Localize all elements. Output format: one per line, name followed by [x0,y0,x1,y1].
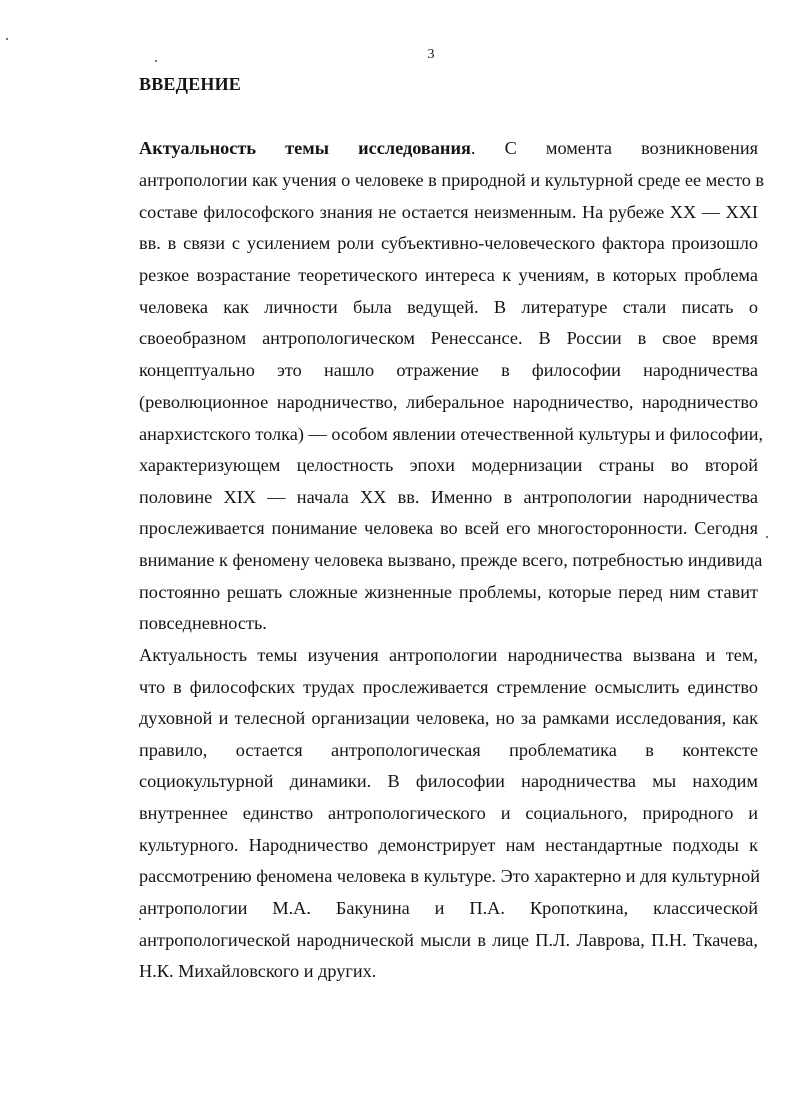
paragraph-1-line-6: человека как личности была ведущей. В литературе стали писать о [139,297,758,317]
page-number: 3 [427,47,435,62]
paragraph-2-line-3: духовной и телесной организации человека, но за рамками исследования, как [139,708,758,728]
paragraph-1-line-15: постоянно решать сложные жизненные проблемы, которые перед ним ставит [139,582,758,602]
paragraph-1-line-2: антропологии как учения о человеке в природной и культурной среде ее место в [139,170,765,190]
paragraph-1-line-12: половине XIX — начала XX вв. Именно в антропологии народничества [139,487,758,507]
paragraph-2-line-6: внутреннее единство антропологического и социального, природного и [139,803,758,823]
paragraph-2-line-11: Н.К. Михайловского и других. [139,961,377,981]
paragraph-1-line-9: (революционное народничество, либеральное народничество, народничество [139,392,758,412]
paragraph-1-line-3: составе философского знания не остается неизменным. На рубеже XX — XXI [139,202,758,222]
paragraph-2-line-2: что в философских трудах прослеживается стремление осмыслить единство [139,677,758,697]
paragraph-1-line-7: своеобразном антропологическом Ренессансе. В России в свое время [139,328,758,348]
paragraph-1-line-4: вв. в связи с усилением роли субъективно-человеческого фактора произошло [139,233,758,253]
paragraph-1-line-1 [139,137,758,159]
paragraph-2-line-10: антропологической народнической мысли в лице П.Л. Лаврова, П.Н. Ткачева, [139,930,758,950]
section-heading: ВВЕДЕНИЕ [139,74,242,94]
paragraph-1-line-10: анархистского толка) — особом явлении отечественной культуры и философии, [139,424,764,444]
paragraph-2-line-1: Актуальность темы изучения антропологии народничества вызвана и тем, [139,645,758,665]
paragraph-1-line-16: повседневность. [139,613,267,633]
paragraph-2-line-8: рассмотрению феномена человека в культуре. Это характерно и для культурной [139,866,760,886]
paragraph-2-line-5: социокультурной динамики. В философии народничества мы находим [139,771,758,791]
paragraph-2-line-7: культурного. Народничество демонстрирует нам нестандартные подходы к [139,835,758,855]
scan-speck [766,536,768,538]
scan-speck [139,918,141,920]
paragraph-2-line-9: антропологии М.А. Бакунина и П.А. Кропоткина, классической [139,898,758,918]
relevance-lead: Актуальность темы исследования [139,138,471,158]
scan-speck [6,38,8,40]
paragraph-1-line-13: прослеживается понимание человека во всей его многосторонности. Сегодня [139,518,758,538]
paragraph-1-line-11: характеризующем целостность эпохи модернизации страны во второй [139,455,758,475]
paragraph-1-line-1-text: . С момента возникновения [470,138,759,158]
paragraph-1-line-14: внимание к феномену человека вызвано, прежде всего, потребностью индивида [139,550,763,570]
paragraph-1-line-8: концептуально это нашло отражение в философии народничества [139,360,758,380]
scan-speck [155,60,157,62]
paragraph-2-line-4: правило, остается антропологическая проблематика в контексте [139,740,758,760]
paragraph-1-line-5: резкое возрастание теоретического интереса к учениям, в которых проблема [139,265,758,285]
